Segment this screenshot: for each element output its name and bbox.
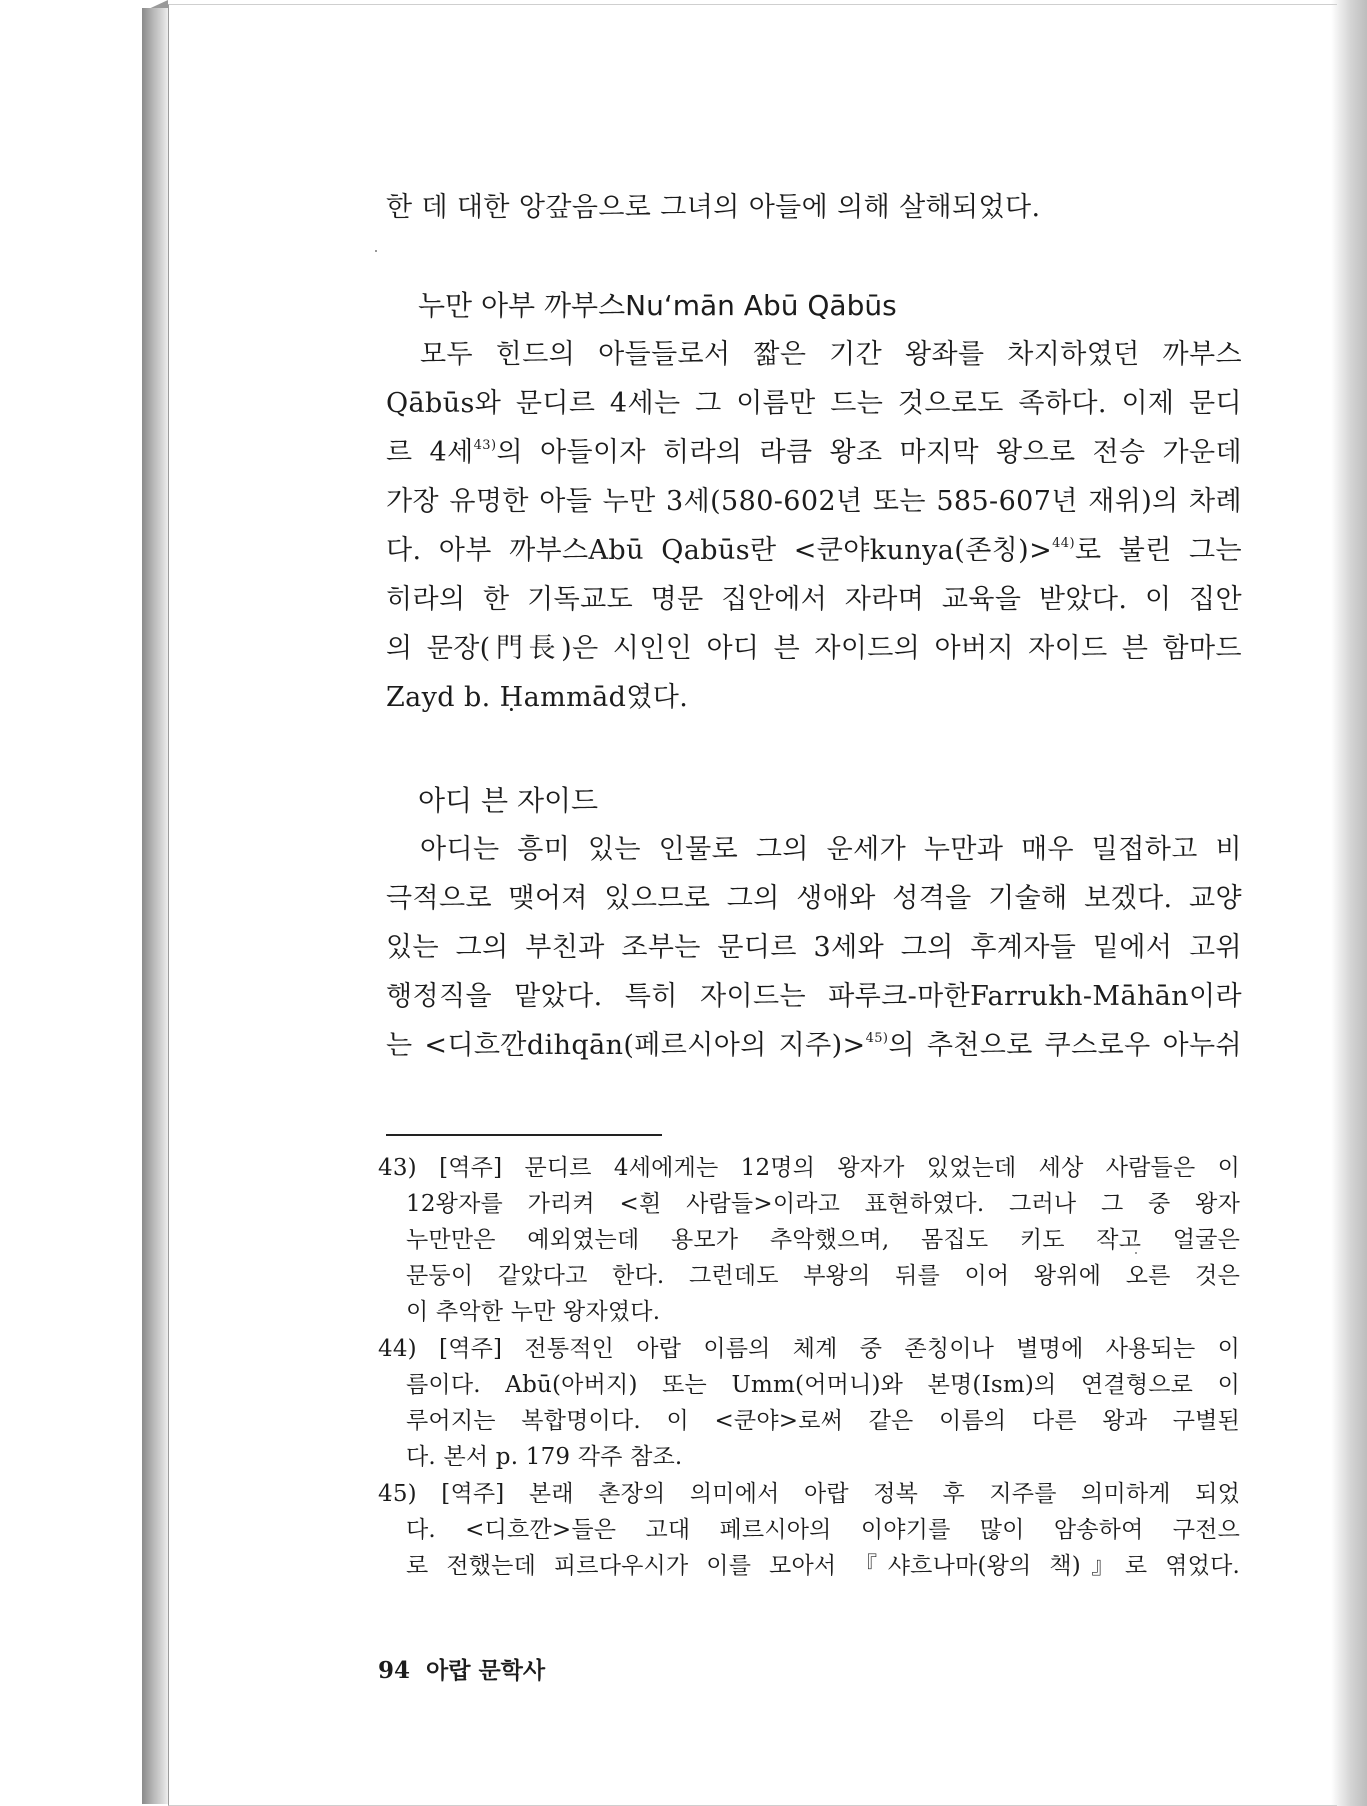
footnote-ref-45: 45) [865, 1031, 889, 1046]
text-run: [역주] 본래 촌장의 의미에서 아랍 정복 후 지주를 의미하게 되었 [441, 1481, 1240, 1507]
footnote-45-line: 로 전했는데 피르다우시가 이를 모아서 『샤흐나마(왕의 책)』로 엮었다. [406, 1553, 1240, 1579]
text-run: 르 4세 [386, 437, 474, 468]
text-run: 로 불린 그는 [1074, 535, 1243, 566]
text-run: [역주] 전통적인 아랍 이름의 체계 중 존칭이나 별명에 사용되는 이 [439, 1336, 1240, 1362]
footnote-43-line: 12왕자를 가리켜 <흰 사람들>이라고 표현하였다. 그러나 그 중 왕자 [406, 1191, 1240, 1217]
body-text-line: 모두 힌드의 아들들로서 짧은 기간 왕좌를 차지하였던 까부스 [420, 339, 1242, 370]
body-text-line: 행정직을 맡았다. 특히 자이드는 파루크-마한Farrukh-Māhān이라 [386, 981, 1242, 1012]
text-run: 는 <디흐깐dihqān(페르시아의 지주)> [386, 1030, 866, 1061]
footnote-44-line: 름이다. Abū(아버지) 또는 Umm(어머니)와 본명(Ism)의 연결형으로 이 [406, 1372, 1240, 1398]
ink-speck [375, 250, 377, 252]
footnote-45-line: 다. <디흐깐>들은 고대 페르시아의 이야기를 많이 암송하여 구전으 [406, 1517, 1240, 1543]
footnote-marker: 43) [378, 1155, 417, 1181]
text-run: 다. 아부 까부스Abū Qabūs란 <쿤야kunya(존칭)> [386, 535, 1053, 566]
section-heading: 누만 아부 까부스Nu‘mān Abū Qābūs [418, 289, 897, 322]
body-text-line: 의 문장(門長)은 시인인 아디 븐 자이드의 아버지 자이드 븐 함마드 [386, 633, 1242, 664]
body-text-line: 있는 그의 부친과 조부는 문디르 3세와 그의 후계자들 밑에서 고위 [386, 932, 1242, 963]
footnote-marker: 44) [378, 1336, 417, 1362]
page-edge-shadow [1331, 0, 1367, 1806]
body-text-line [386, 1028, 1242, 1064]
section-heading: 아디 븐 자이드 [418, 784, 599, 817]
footnote-43-line: 누만만은 예외였는데 용모가 추악했으며, 몸집도 키도 작고 얼굴은 [406, 1227, 1240, 1253]
text-run: [역주] 문디르 4세에게는 12명의 왕자가 있었는데 세상 사람들은 이 [439, 1155, 1241, 1181]
body-text-line [386, 533, 1242, 569]
footnote-44-line: 다. 본서 p. 179 각주 참조. [406, 1444, 683, 1470]
footnote-43-line: 문둥이 같았다고 한다. 그런데도 부왕의 뒤를 이어 왕위에 오른 것은 [406, 1263, 1240, 1289]
footnote-ref-44: 44) [1052, 536, 1075, 551]
page-number: 94 [378, 1657, 411, 1684]
running-title: 아랍 문학사 [426, 1658, 546, 1684]
body-text-line [386, 435, 1242, 471]
body-text-line: Qābūs와 문디르 4세는 그 이름만 드는 것으로도 족하다. 이제 문디 [386, 388, 1242, 419]
footnote-43-line: 이 추악한 누만 왕자였다. [406, 1299, 661, 1325]
text-run: 의 추천으로 쿠스로우 아누쉬 [888, 1030, 1242, 1061]
footnote-45-line [378, 1478, 1240, 1510]
body-text-line: 한 데 대한 앙갚음으로 그녀의 아들에 의해 살해되었다. [386, 192, 1041, 223]
footnote-separator [386, 1134, 662, 1136]
book-spine [142, 8, 168, 1804]
footnote-44-line: 루어지는 복합명이다. 이 <쿤야>로써 같은 이름의 다른 왕과 구별된 [406, 1408, 1240, 1434]
body-text-line: 히라의 한 기독교도 명문 집안에서 자라며 교육을 받았다. 이 집안 [386, 584, 1242, 615]
body-text-line: 아디는 흥미 있는 인물로 그의 운세가 누만과 매우 밀접하고 비 [420, 834, 1242, 865]
footnote-marker: 45) [378, 1481, 417, 1507]
page-footer [378, 1655, 545, 1687]
text-run: 의 아들이자 히라의 라큼 왕조 마지막 왕으로 전승 가운데 [496, 437, 1242, 468]
body-text-line: Zayd b. Ḥammād였다. [386, 682, 689, 713]
footnote-ref-43: 43) [473, 438, 497, 453]
footnote-44-line [378, 1333, 1240, 1365]
body-text-line: 극적으로 맺어져 있으므로 그의 생애와 성격을 기술해 보겠다. 교양 [386, 883, 1242, 914]
footnote-43-line [378, 1152, 1240, 1184]
body-text-line: 가장 유명한 아들 누만 3세(580-602년 또는 585-607년 재위)의 차례 [386, 486, 1242, 517]
